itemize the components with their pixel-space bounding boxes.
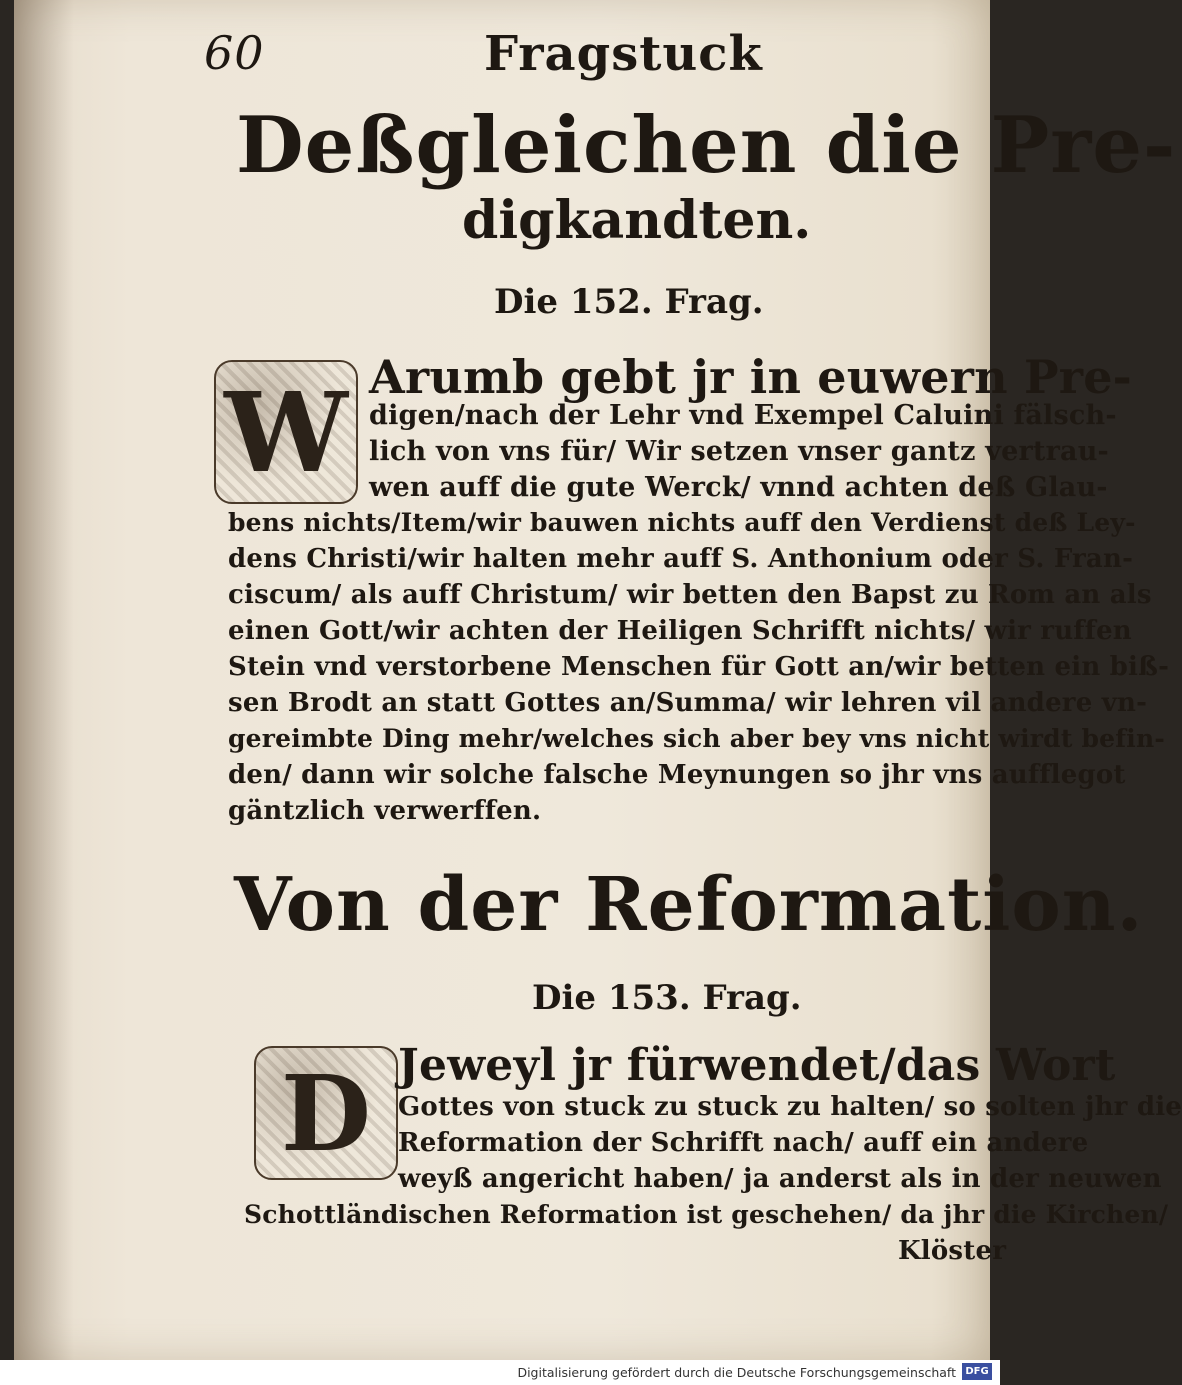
section2-line: Reformation der Schrifft nach/ auff ein andere bbox=[398, 1128, 1089, 1158]
section1-line: ciscum/ als auff Christum/ wir betten den Bapst zu Rom an als bbox=[228, 580, 1152, 610]
section1-line: den/ dann wir solche falsche Meynungen so jhr vns aufflegot bbox=[228, 760, 1126, 790]
initial-letter-w: W bbox=[224, 367, 348, 497]
section1-line: Arumb gebt jr in euwern Pre- bbox=[369, 350, 1132, 404]
section1-line: dens Christi/wir halten mehr auff S. Anthonium oder S. Fran- bbox=[228, 544, 1134, 574]
section1-question-label: Die 152. Frag. bbox=[494, 282, 764, 322]
page-number: 60 bbox=[204, 26, 265, 80]
section2-line: Schottländischen Reformation ist geschehen/ da jhr die Kirchen/ bbox=[244, 1200, 1169, 1229]
catchword: Klöster bbox=[898, 1236, 1007, 1266]
section1-line: Stein vnd verstorbene Menschen für Gott an/wir betten ein biß- bbox=[228, 652, 1170, 682]
section2-heading: Von der Reformation. bbox=[234, 862, 1144, 948]
page-spine-shadow bbox=[14, 0, 74, 1360]
section2-line: weyß angericht haben/ ja anderst als in der neuwen bbox=[398, 1164, 1162, 1194]
section1-line: bens nichts/Item/wir bauwen nichts auff den Verdienst deß Ley- bbox=[228, 508, 1136, 537]
section1-heading-line2: digkandten. bbox=[462, 190, 812, 251]
section1-line: gäntzlich verwerffen. bbox=[228, 796, 542, 826]
section1-line: lich von vns für/ Wir setzen vnser gantz vertrau- bbox=[369, 436, 1109, 467]
initial-letter-d: D bbox=[280, 1051, 372, 1175]
section2-line: Jeweyl jr fürwendet/das Wort bbox=[398, 1040, 1116, 1091]
section1-line: sen Brodt an statt Gottes an/Summa/ wir lehren vil andere vn- bbox=[228, 688, 1148, 718]
section2-line: Gottes von stuck zu stuck zu halten/ so solten jhr die bbox=[398, 1092, 1182, 1122]
section1-line: wen auff die gute Werck/ vnnd achten deß Glau- bbox=[369, 472, 1108, 503]
section1-initial-letter bbox=[214, 360, 358, 504]
section1-heading-line1: Deßgleichen die Pre- bbox=[236, 100, 1177, 191]
section2-question-label: Die 153. Frag. bbox=[532, 978, 802, 1018]
section1-line: digen/nach der Lehr vnd Exempel Caluini fälsch- bbox=[369, 400, 1117, 431]
section1-line: gereimbte Ding mehr/welches sich aber bey vns nicht wirdt befin- bbox=[228, 724, 1165, 753]
section1-line: einen Gott/wir achten der Heiligen Schrifft nichts/ wir ruffen bbox=[228, 616, 1132, 646]
running-head: Fragstuck bbox=[484, 26, 763, 82]
footer-bar bbox=[0, 1360, 1000, 1385]
dfg-logo: DFG bbox=[962, 1363, 992, 1380]
footer-credit: Digitalisierung gefördert durch die Deutsche Forschungsgemeinschaft bbox=[517, 1365, 956, 1380]
book-page bbox=[14, 0, 1182, 1360]
section2-initial-letter bbox=[254, 1046, 398, 1180]
